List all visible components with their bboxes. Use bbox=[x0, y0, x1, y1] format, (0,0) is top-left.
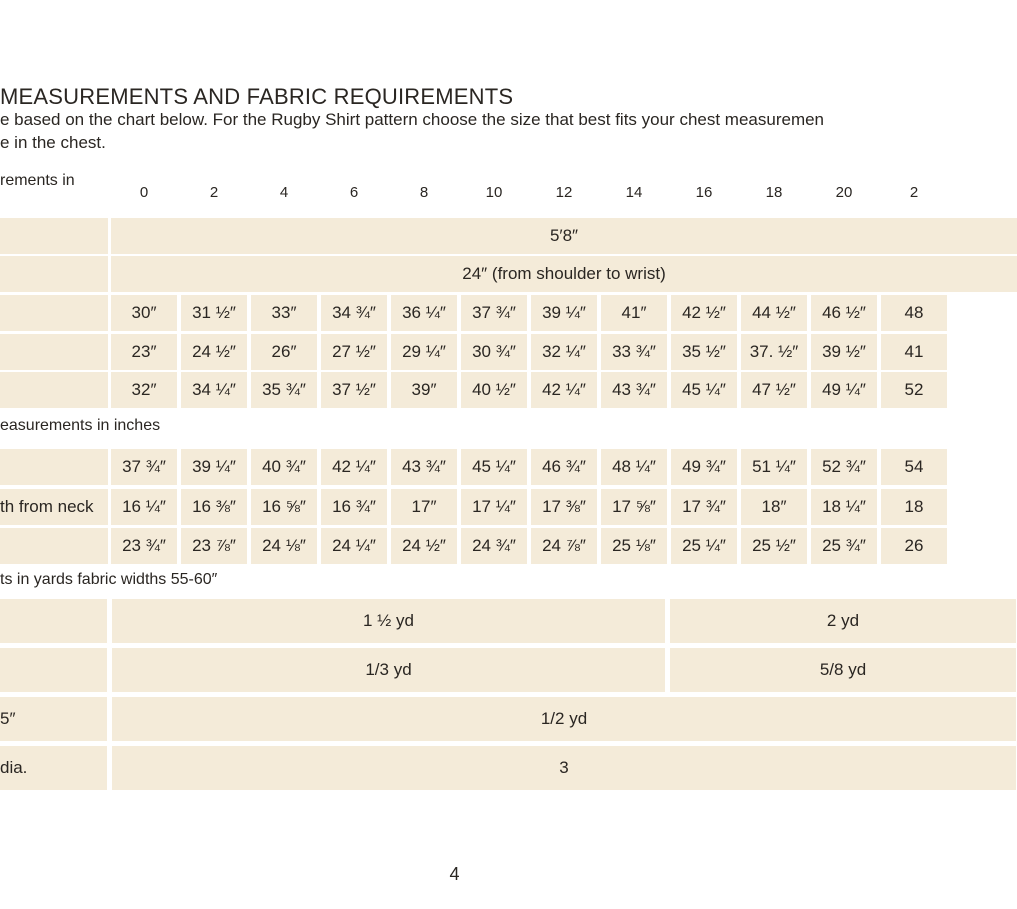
garment-value-cell: 18 ¼″ bbox=[811, 489, 877, 525]
body-row-label bbox=[0, 334, 108, 370]
body-value-cell: 39 ¼″ bbox=[531, 295, 597, 331]
garment-value-cell: 49 ¾″ bbox=[671, 449, 737, 485]
fabric-span-cell: 3 bbox=[112, 746, 1016, 790]
garment-value-cell: 16 ¼″ bbox=[111, 489, 177, 525]
garment-value-cell: 25 ⅛″ bbox=[601, 528, 667, 564]
fabric-row-label bbox=[0, 599, 107, 643]
body-value-cell: 23″ bbox=[111, 334, 177, 370]
size-header-cell: 12 bbox=[555, 184, 573, 201]
garment-value-cell: 16 ¾″ bbox=[321, 489, 387, 525]
body-value-cell: 37. ½″ bbox=[741, 334, 807, 370]
garment-value-cell: 43 ¾″ bbox=[391, 449, 457, 485]
body-value-cell: 49 ¼″ bbox=[811, 372, 877, 408]
fabric-row-label: dia. bbox=[0, 746, 107, 790]
garment-value-cell: 46 ¾″ bbox=[531, 449, 597, 485]
body-row-label bbox=[0, 218, 108, 254]
body-value-cell: 37 ¾″ bbox=[461, 295, 527, 331]
size-header-cell: 8 bbox=[419, 184, 429, 201]
fabric-row-label bbox=[0, 648, 107, 692]
intro-line-2: e in the chest. bbox=[0, 133, 106, 152]
page-title: MEASUREMENTS AND FABRIC REQUIREMENTS bbox=[0, 84, 514, 109]
size-header-cell: 2 bbox=[209, 184, 219, 201]
body-value-cell: 34 ¾″ bbox=[321, 295, 387, 331]
body-value-cell: 33 ¾″ bbox=[601, 334, 667, 370]
garment-row-label: th from neck bbox=[0, 489, 108, 525]
size-header-cell: 4 bbox=[279, 184, 289, 201]
body-value-cell: 47 ½″ bbox=[741, 372, 807, 408]
fabric-row-label: 5″ bbox=[0, 697, 107, 741]
garment-value-cell: 24 ¼″ bbox=[321, 528, 387, 564]
body-span-cell: 5′8″ bbox=[111, 218, 1017, 254]
body-value-cell: 41 bbox=[881, 334, 947, 370]
garment-row-label bbox=[0, 528, 108, 564]
body-value-cell: 35 ½″ bbox=[671, 334, 737, 370]
fabric-first-cell: 1 ½ yd bbox=[112, 599, 665, 643]
body-value-cell: 29 ¼″ bbox=[391, 334, 457, 370]
body-value-cell: 39″ bbox=[391, 372, 457, 408]
body-value-cell: 45 ¼″ bbox=[671, 372, 737, 408]
garment-value-cell: 25 ¾″ bbox=[811, 528, 877, 564]
page-number: 4 bbox=[449, 864, 460, 884]
body-value-cell: 48 bbox=[881, 295, 947, 331]
garment-value-cell: 37 ¾″ bbox=[111, 449, 177, 485]
body-value-cell: 41″ bbox=[601, 295, 667, 331]
body-value-cell: 43 ¾″ bbox=[601, 372, 667, 408]
fabric-second-cell: 5/8 yd bbox=[670, 648, 1016, 692]
garment-value-cell: 24 ¾″ bbox=[461, 528, 527, 564]
body-value-cell: 42 ½″ bbox=[671, 295, 737, 331]
fabric-section-label: ts in yards fabric widths 55-60″ bbox=[0, 571, 218, 588]
body-value-cell: 31 ½″ bbox=[181, 295, 247, 331]
body-value-cell: 30 ¾″ bbox=[461, 334, 527, 370]
garment-value-cell: 23 ⅞″ bbox=[181, 528, 247, 564]
body-measurements-header-label: rements in bbox=[0, 172, 75, 189]
body-row-label bbox=[0, 295, 108, 331]
body-value-cell: 27 ½″ bbox=[321, 334, 387, 370]
garment-value-cell: 18″ bbox=[741, 489, 807, 525]
garment-value-cell: 17 ¼″ bbox=[461, 489, 527, 525]
garment-value-cell: 48 ¼″ bbox=[601, 449, 667, 485]
size-header-cell: 20 bbox=[835, 184, 853, 201]
body-value-cell: 34 ¼″ bbox=[181, 372, 247, 408]
size-header-cell: 0 bbox=[139, 184, 149, 201]
garment-value-cell: 24 ⅛″ bbox=[251, 528, 317, 564]
body-value-cell: 32″ bbox=[111, 372, 177, 408]
garment-section-label: easurements in inches bbox=[0, 417, 161, 434]
body-value-cell: 26″ bbox=[251, 334, 317, 370]
intro-line-1: e based on the chart below. For the Rugby Shirt pattern choose the size that best fits your chest measuremen bbox=[0, 110, 825, 129]
garment-value-cell: 23 ¾″ bbox=[111, 528, 177, 564]
garment-value-cell: 24 ⅞″ bbox=[531, 528, 597, 564]
garment-row-label bbox=[0, 449, 108, 485]
garment-value-cell: 17″ bbox=[391, 489, 457, 525]
garment-value-cell: 25 ½″ bbox=[741, 528, 807, 564]
garment-value-cell: 42 ¼″ bbox=[321, 449, 387, 485]
size-header-cell: 14 bbox=[625, 184, 643, 201]
garment-value-cell: 39 ¼″ bbox=[181, 449, 247, 485]
garment-value-cell: 24 ½″ bbox=[391, 528, 457, 564]
body-value-cell: 33″ bbox=[251, 295, 317, 331]
body-value-cell: 44 ½″ bbox=[741, 295, 807, 331]
body-value-cell: 39 ½″ bbox=[811, 334, 877, 370]
size-header-cell: 2 bbox=[909, 184, 919, 201]
garment-value-cell: 51 ¼″ bbox=[741, 449, 807, 485]
garment-value-cell: 40 ¾″ bbox=[251, 449, 317, 485]
body-value-cell: 46 ½″ bbox=[811, 295, 877, 331]
fabric-span-cell: 1/2 yd bbox=[112, 697, 1016, 741]
garment-value-cell: 25 ¼″ bbox=[671, 528, 737, 564]
body-row-label bbox=[0, 256, 108, 292]
body-value-cell: 42 ¼″ bbox=[531, 372, 597, 408]
garment-value-cell: 17 ¾″ bbox=[671, 489, 737, 525]
body-value-cell: 36 ¼″ bbox=[391, 295, 457, 331]
body-row-label bbox=[0, 372, 108, 408]
body-value-cell: 52 bbox=[881, 372, 947, 408]
garment-value-cell: 17 ⅜″ bbox=[531, 489, 597, 525]
garment-value-cell: 16 ⅜″ bbox=[181, 489, 247, 525]
body-value-cell: 37 ½″ bbox=[321, 372, 387, 408]
body-value-cell: 30″ bbox=[111, 295, 177, 331]
body-value-cell: 24 ½″ bbox=[181, 334, 247, 370]
body-value-cell: 32 ¼″ bbox=[531, 334, 597, 370]
garment-value-cell: 52 ¾″ bbox=[811, 449, 877, 485]
garment-value-cell: 45 ¼″ bbox=[461, 449, 527, 485]
size-header-cell: 16 bbox=[695, 184, 713, 201]
body-value-cell: 35 ¾″ bbox=[251, 372, 317, 408]
garment-value-cell: 17 ⅝″ bbox=[601, 489, 667, 525]
size-header-cell: 6 bbox=[349, 184, 359, 201]
fabric-second-cell: 2 yd bbox=[670, 599, 1016, 643]
fabric-first-cell: 1/3 yd bbox=[112, 648, 665, 692]
garment-value-cell: 26 bbox=[881, 528, 947, 564]
body-value-cell: 40 ½″ bbox=[461, 372, 527, 408]
body-span-cell: 24″ (from shoulder to wrist) bbox=[111, 256, 1017, 292]
size-header-cell: 18 bbox=[765, 184, 783, 201]
garment-value-cell: 18 bbox=[881, 489, 947, 525]
size-header-cell: 10 bbox=[485, 184, 503, 201]
garment-value-cell: 16 ⅝″ bbox=[251, 489, 317, 525]
garment-value-cell: 54 bbox=[881, 449, 947, 485]
